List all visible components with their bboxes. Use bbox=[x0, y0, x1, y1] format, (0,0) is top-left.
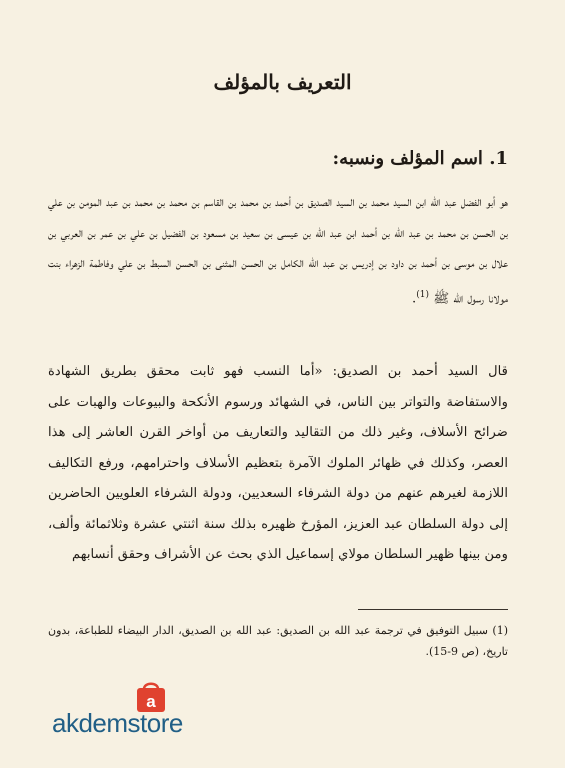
logo-mark-letter: a bbox=[146, 692, 156, 711]
quotation-paragraph: قال السيد أحمد بن الصديق: «أما النسب فهو ثابت محقق بطريق الشهادة والاستفاضة والتواتر بين الناس، في الشهائد ورسوم الأنكحة والبيوعات والهبات على ضرائح الأسلاف، وغير ذلك من التقاليد والتعاريف من أواخر القرن العاشر إلى هذا العصر، وكذلك في ظهائر الملوك الآمرة بتعظيم الأسلاف واحترامهم، ورفع التكاليف اللازمة لغيرهم عنهم من دولة الشرفاء السعديين، ودولة الشرفاء العلويين الحاضرين إلى دولة السلطان عبد العزيز، المؤرخ ظهيره بذلك سنة اثنتي عشرة وثلاثمائة وألف، ومن بينها ظهير السلطان مولاي إسماعيل الذي بحث عن الأشراف وحقق أنسابهم bbox=[48, 364, 508, 562]
footnote: (1) سبيل التوفيق في ترجمة عبد الله بن الصديق: عبد الله بن الصديق، الدار البيضاء للطباعة، بدون تاريخ، (ص 9-15). bbox=[48, 624, 508, 658]
paragraph-end-punctuation: . bbox=[412, 290, 417, 306]
footnote-reference[interactable]: (1) bbox=[416, 289, 429, 300]
section-heading: 1. اسم المؤلف ونسبه: bbox=[332, 148, 508, 169]
akdemstore-watermark-logo bbox=[52, 678, 242, 738]
lineage-text: هو أبو الفضل عبد الله ابن السيد محمد بن السيد الصديق بن أحمد بن محمد بن القاسم بن محمد بن محمد بن عبد المومن بن علي بن الحسن بن محمد بن عبد الله بن أحمد ابن عبد الله بن عيسى بن سعيد بن مسعود بن الفضيل بن علي بن عمر بن العربي بن علال بن موسى بن أحمد بن داود بن إدريس بن عبد الله الكامل بن الحسن المثنى بن الحسن السبط بن علي وفاطمة الزهراء بنت مولانا رسول الله ﷺ bbox=[48, 195, 508, 306]
logo-wordmark: akdemstore bbox=[52, 708, 183, 738]
lineage-paragraph bbox=[48, 188, 508, 314]
page-title: التعريف بالمؤلف bbox=[213, 70, 352, 94]
footnote-divider bbox=[358, 609, 508, 610]
